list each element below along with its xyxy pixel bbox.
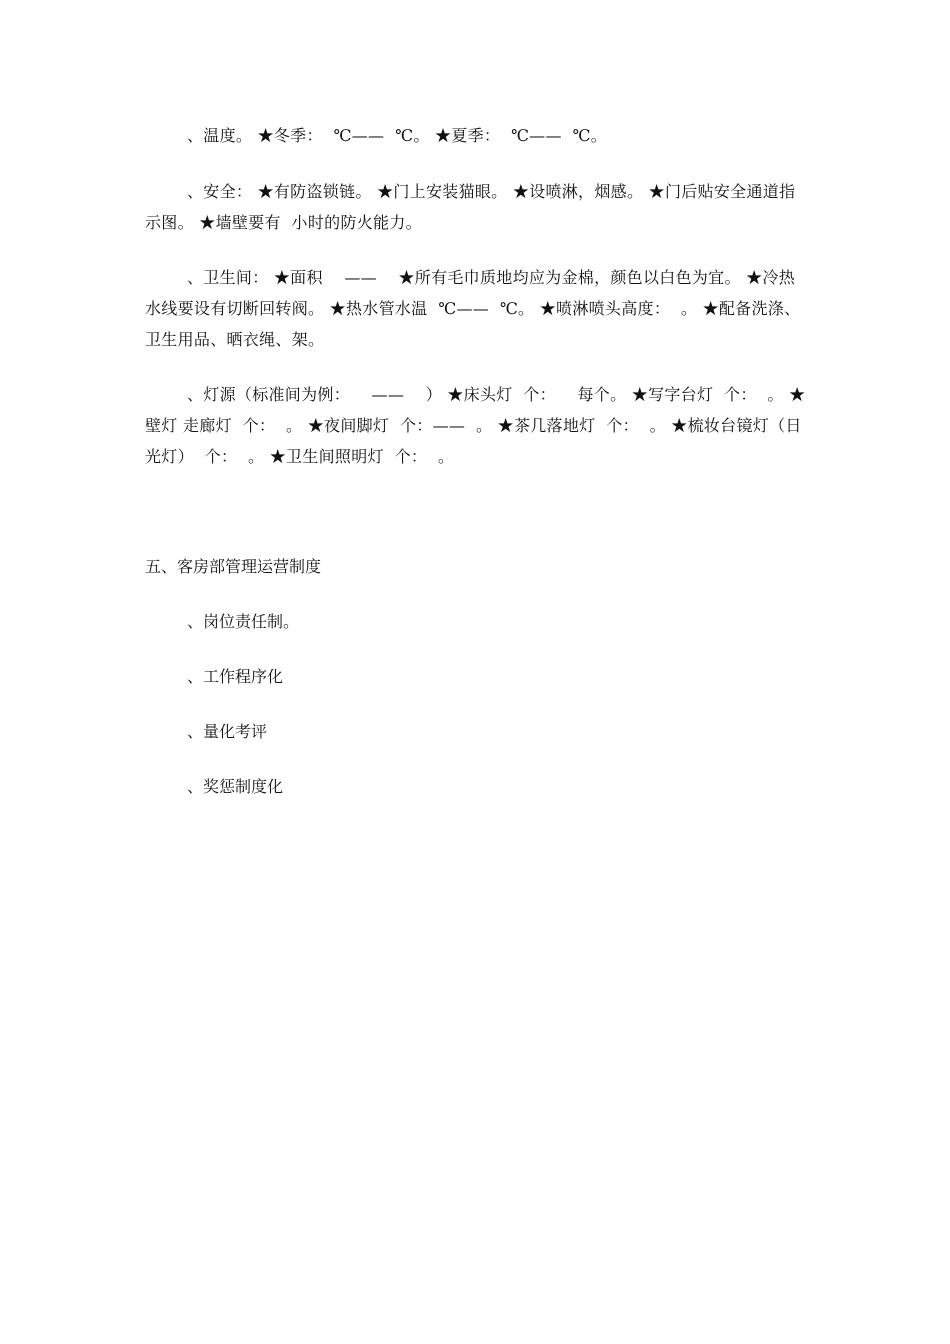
paragraph-bathroom: 、卫生间： ★面积 —— ★所有毛巾质地均应为金棉，颜色以白色为宜。 ★冷热水线要设有切断回转阀。 ★热水管水温 ℃—— ℃。 ★喷淋喷头高度： 。 ★配备洗涤、卫生用品、晒衣绳、架。 (145, 268, 801, 349)
section-item-1: 、岗位责任制。 (187, 612, 300, 631)
paragraph-lighting: 、灯源（标准间为例： —— ） ★床头灯 个： 每个。 ★写字台灯 个： 。 ★壁灯 走廊灯 个： 。 ★夜间脚灯 个：—— 。 ★茶几落地灯 个： 。 ★梳妆台镜灯（日光灯） 个： 。 ★卫生间照明灯 个： 。 (145, 385, 806, 466)
paragraph-safety: 、安全： ★有防盗锁链。 ★门上安装猫眼。 ★设喷淋，烟感。 ★门后贴安全通道指示图。 ★墙壁要有 小时的防火能力。 (145, 182, 796, 232)
section-item-4: 、奖惩制度化 (187, 777, 284, 796)
paragraph-temperature: 、温度。 ★冬季： ℃—— ℃。 ★夏季： ℃—— ℃。 (187, 126, 608, 145)
section-item-2: 、工作程序化 (187, 667, 284, 686)
section-item-3: 、量化考评 (187, 722, 268, 741)
section-heading: 五、客房部管理运营制度 (145, 557, 322, 576)
